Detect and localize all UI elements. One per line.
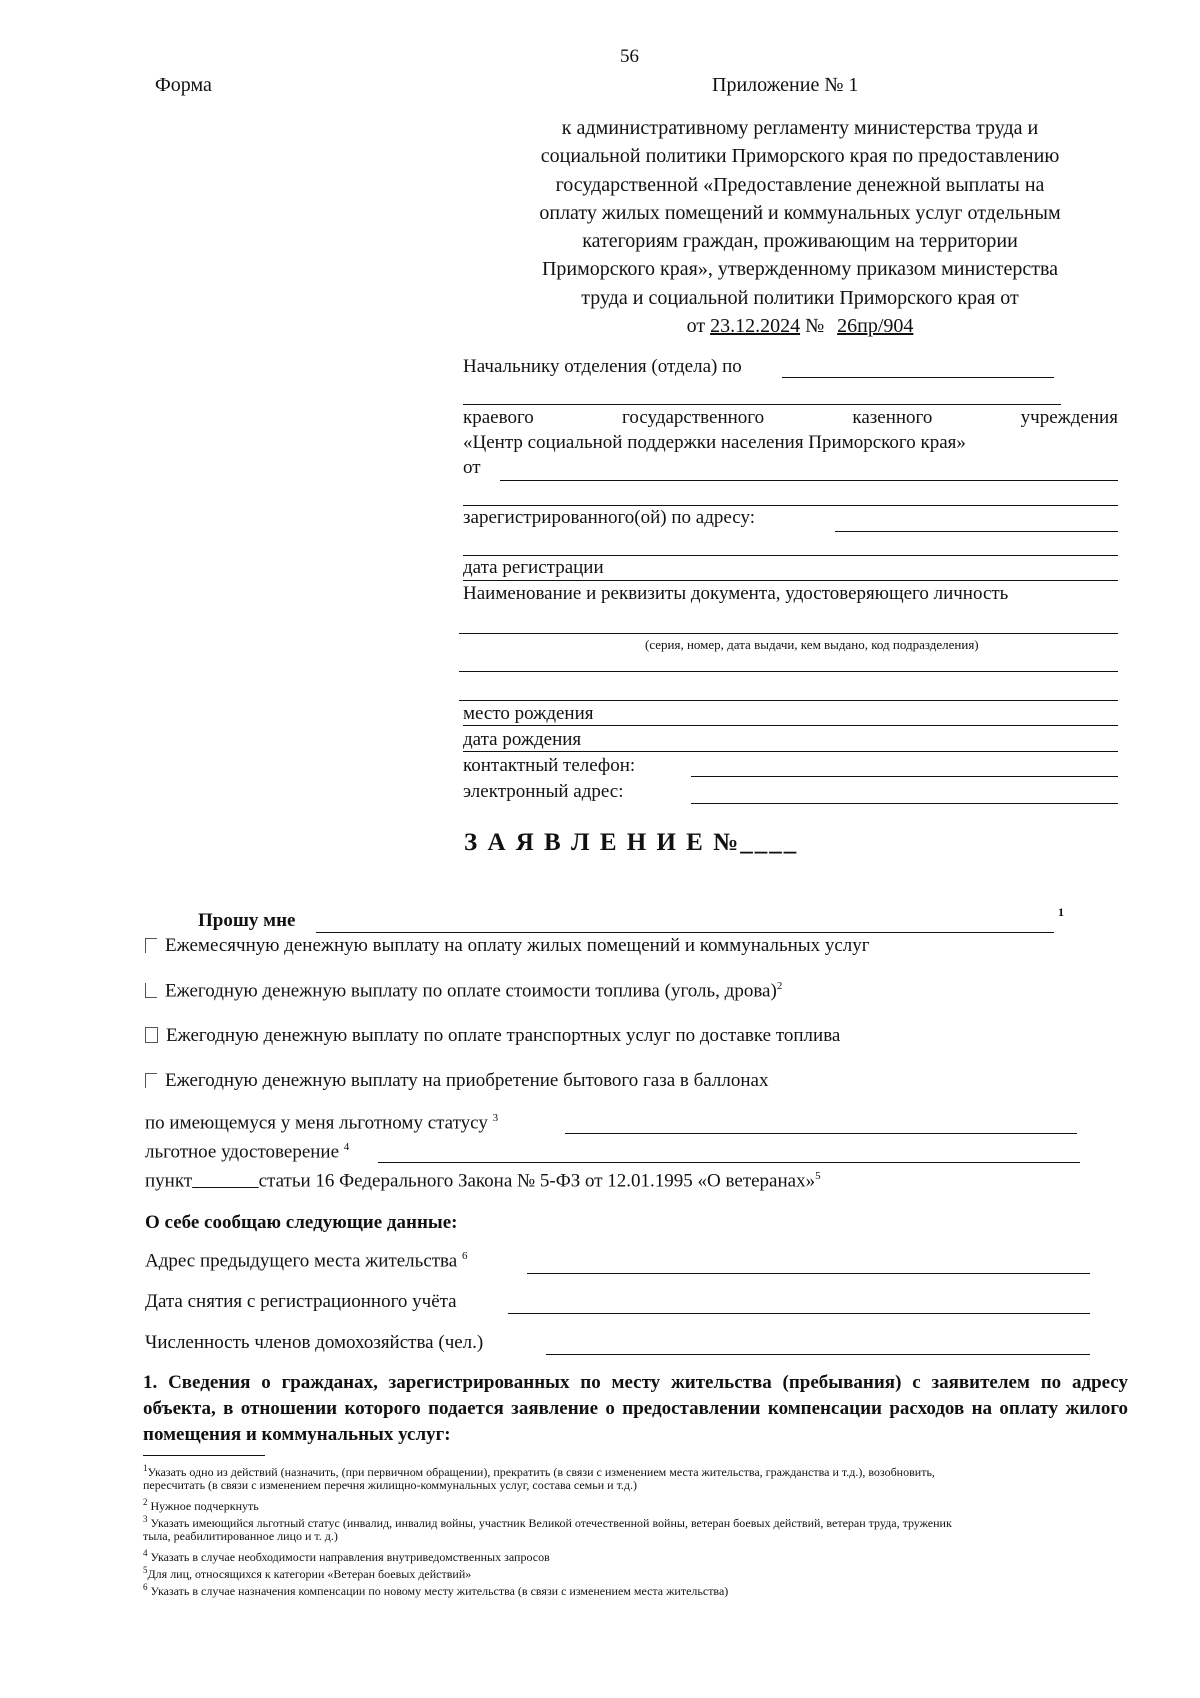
addressee-line2: краевого государственного казенного учреждения xyxy=(463,407,1118,428)
status-field[interactable] xyxy=(565,1133,1077,1134)
prev-address-field[interactable] xyxy=(527,1273,1090,1274)
appendix-text xyxy=(460,114,1140,340)
addressee-line1: Начальнику отделения (отдела) по xyxy=(463,356,742,377)
dereg-date-label: Дата снятия с регистрационного учёта xyxy=(145,1291,457,1312)
footnote-1a: $^1$Указать одно из действий (назначить, (при первичном обращении), прекратить (в связи с изменением места жительства, гражданства и т.д.), возобновить, xyxy=(143,1463,935,1479)
reg-date-field[interactable] xyxy=(463,580,1118,581)
email-label: электронный адрес: xyxy=(463,781,624,802)
household-field[interactable] xyxy=(546,1354,1090,1355)
order-line: от 23.12.2024 № 26пр/904 xyxy=(686,315,914,338)
footnote-1b: пересчитать (в связи с изменением перечня жилищно-коммунальных услуг, состава семьи и т.д.) xyxy=(143,1478,638,1492)
id-doc-field-2[interactable] xyxy=(459,671,1118,672)
id-doc-field-3[interactable] xyxy=(459,700,1118,701)
checkbox-icon[interactable] xyxy=(145,983,157,998)
reg-date-label: дата регистрации xyxy=(463,557,604,578)
footnote-divider xyxy=(143,1455,265,1456)
order-number: 26пр/904 xyxy=(837,315,914,338)
cert-field[interactable] xyxy=(378,1162,1080,1163)
checkbox-icon[interactable] xyxy=(145,1027,158,1043)
id-doc-label: Наименование и реквизиты документа, удостоверяющего личность xyxy=(463,583,1009,604)
appendix-title: Приложение № 1 xyxy=(712,74,859,96)
birth-place-field[interactable] xyxy=(463,725,1118,726)
document-title: З А Я В Л Е Н И Е №____ xyxy=(464,829,799,856)
from-field[interactable] xyxy=(500,480,1118,481)
option-monthly[interactable]: Ежемесячную денежную выплату на оплату жилых помещений и коммунальных услуг xyxy=(145,935,870,957)
birth-place-label: место рождения xyxy=(463,703,594,724)
option-transport[interactable]: Ежегодную денежную выплату по оплате транспортных услуг по доставке топлива xyxy=(145,1025,840,1047)
addressee-field-1[interactable] xyxy=(782,377,1054,378)
appendix-line: Приморского края», утвержденному приказом министерства xyxy=(541,258,1059,281)
section-1-heading: 1. Сведения о гражданах, зарегистрированных по месту жительства (пребывания) с заявителем по адресу объекта, в отношении которого подается заявление о предоставлении компенсации расходов на оплату жилого помещения и коммунальных услуг: xyxy=(143,1372,1128,1445)
id-doc-field[interactable] xyxy=(459,633,1118,634)
footnote-6: $^6$ Указать в случае назначения компенсации по новому месту жительства (в связи с изменением места жительства) xyxy=(143,1582,729,1598)
registered-address-field[interactable] xyxy=(835,531,1118,532)
birth-date-label: дата рождения xyxy=(463,729,582,750)
dereg-date-field[interactable] xyxy=(508,1313,1090,1314)
appendix-line: оплату жилых помещений и коммунальных услуг отдельным xyxy=(539,201,1061,224)
from-field-2[interactable] xyxy=(463,505,1118,506)
phone-field[interactable] xyxy=(691,776,1118,777)
status-label: по имеющемуся у меня льготному статусу $^3$ xyxy=(145,1112,499,1134)
registered-address-field-2[interactable] xyxy=(463,555,1118,556)
appendix-line: категориям граждан, проживающим на территории xyxy=(582,230,1018,253)
footnote-2: $^2$ Нужное подчеркнуть xyxy=(143,1497,259,1513)
footnote-3a: $^3$ Указать имеющийся льготный статус (инвалид, инвалид войны, участник Великой отечественной войны, ветеран боевых действий, ветеран труда, труженик xyxy=(143,1514,952,1530)
id-doc-hint: (серия, номер, дата выдачи, кем выдано, код подразделения) xyxy=(645,637,979,652)
appendix-line: социальной политики Приморского края по предоставлению xyxy=(540,145,1060,168)
cert-label: льготное удостоверение $^4$ xyxy=(145,1141,350,1163)
checkbox-icon[interactable] xyxy=(145,938,157,953)
from-label: от xyxy=(463,457,481,478)
request-field[interactable] xyxy=(316,932,1054,933)
household-label: Численность членов домохозяйства (чел.) xyxy=(145,1332,484,1353)
appendix-line: к административному регламенту министерства труда и xyxy=(561,117,1039,139)
footnote-5: $^5$Для лиц, относящихся к категории «Ветеран боевых действий» xyxy=(143,1565,472,1581)
request-label: Прошу мне xyxy=(198,910,296,931)
about-heading: О себе сообщаю следующие данные: xyxy=(145,1212,458,1233)
appendix-line: государственной «Предоставление денежной выплаты на xyxy=(555,173,1045,196)
request-footnote-mark: 1 xyxy=(1058,905,1064,919)
prev-address-label: Адрес предыдущего места жительства $^6$ xyxy=(145,1250,468,1272)
email-field[interactable] xyxy=(691,803,1118,804)
form-label: Форма xyxy=(155,74,212,96)
footnote-3b: тыла, реабилитированное лицо и т. д.) xyxy=(143,1529,338,1543)
option-fuel[interactable]: Ежегодную денежную выплату по оплате стоимости топлива (уголь, дрова)$^2$ xyxy=(145,980,782,1002)
birth-date-field[interactable] xyxy=(463,751,1118,752)
footnote-4: $^4$ Указать в случае необходимости направления внутриведомственных запросов xyxy=(143,1548,550,1564)
option-gas[interactable]: Ежегодную денежную выплату на приобретение бытового газа в баллонах xyxy=(145,1070,768,1092)
point-field[interactable] xyxy=(192,1170,259,1191)
registered-label: зарегистрированного(ой) по адресу: xyxy=(463,507,755,528)
addressee-line3: «Центр социальной поддержки населения Приморского края» xyxy=(463,432,966,453)
order-date: 23.12.2024 xyxy=(710,315,801,338)
phone-label: контактный телефон: xyxy=(463,755,636,776)
appendix-line: труда и социальной политики Приморского края от xyxy=(581,286,1019,309)
addressee-field-2[interactable] xyxy=(463,404,1061,405)
checkbox-icon[interactable] xyxy=(145,1073,157,1088)
article-line: пункт статьи 16 Федерального Закона № 5-ФЗ от 12.01.1995 «О ветеранах»$^5$ xyxy=(145,1170,821,1192)
page-number: 56 xyxy=(620,46,639,67)
